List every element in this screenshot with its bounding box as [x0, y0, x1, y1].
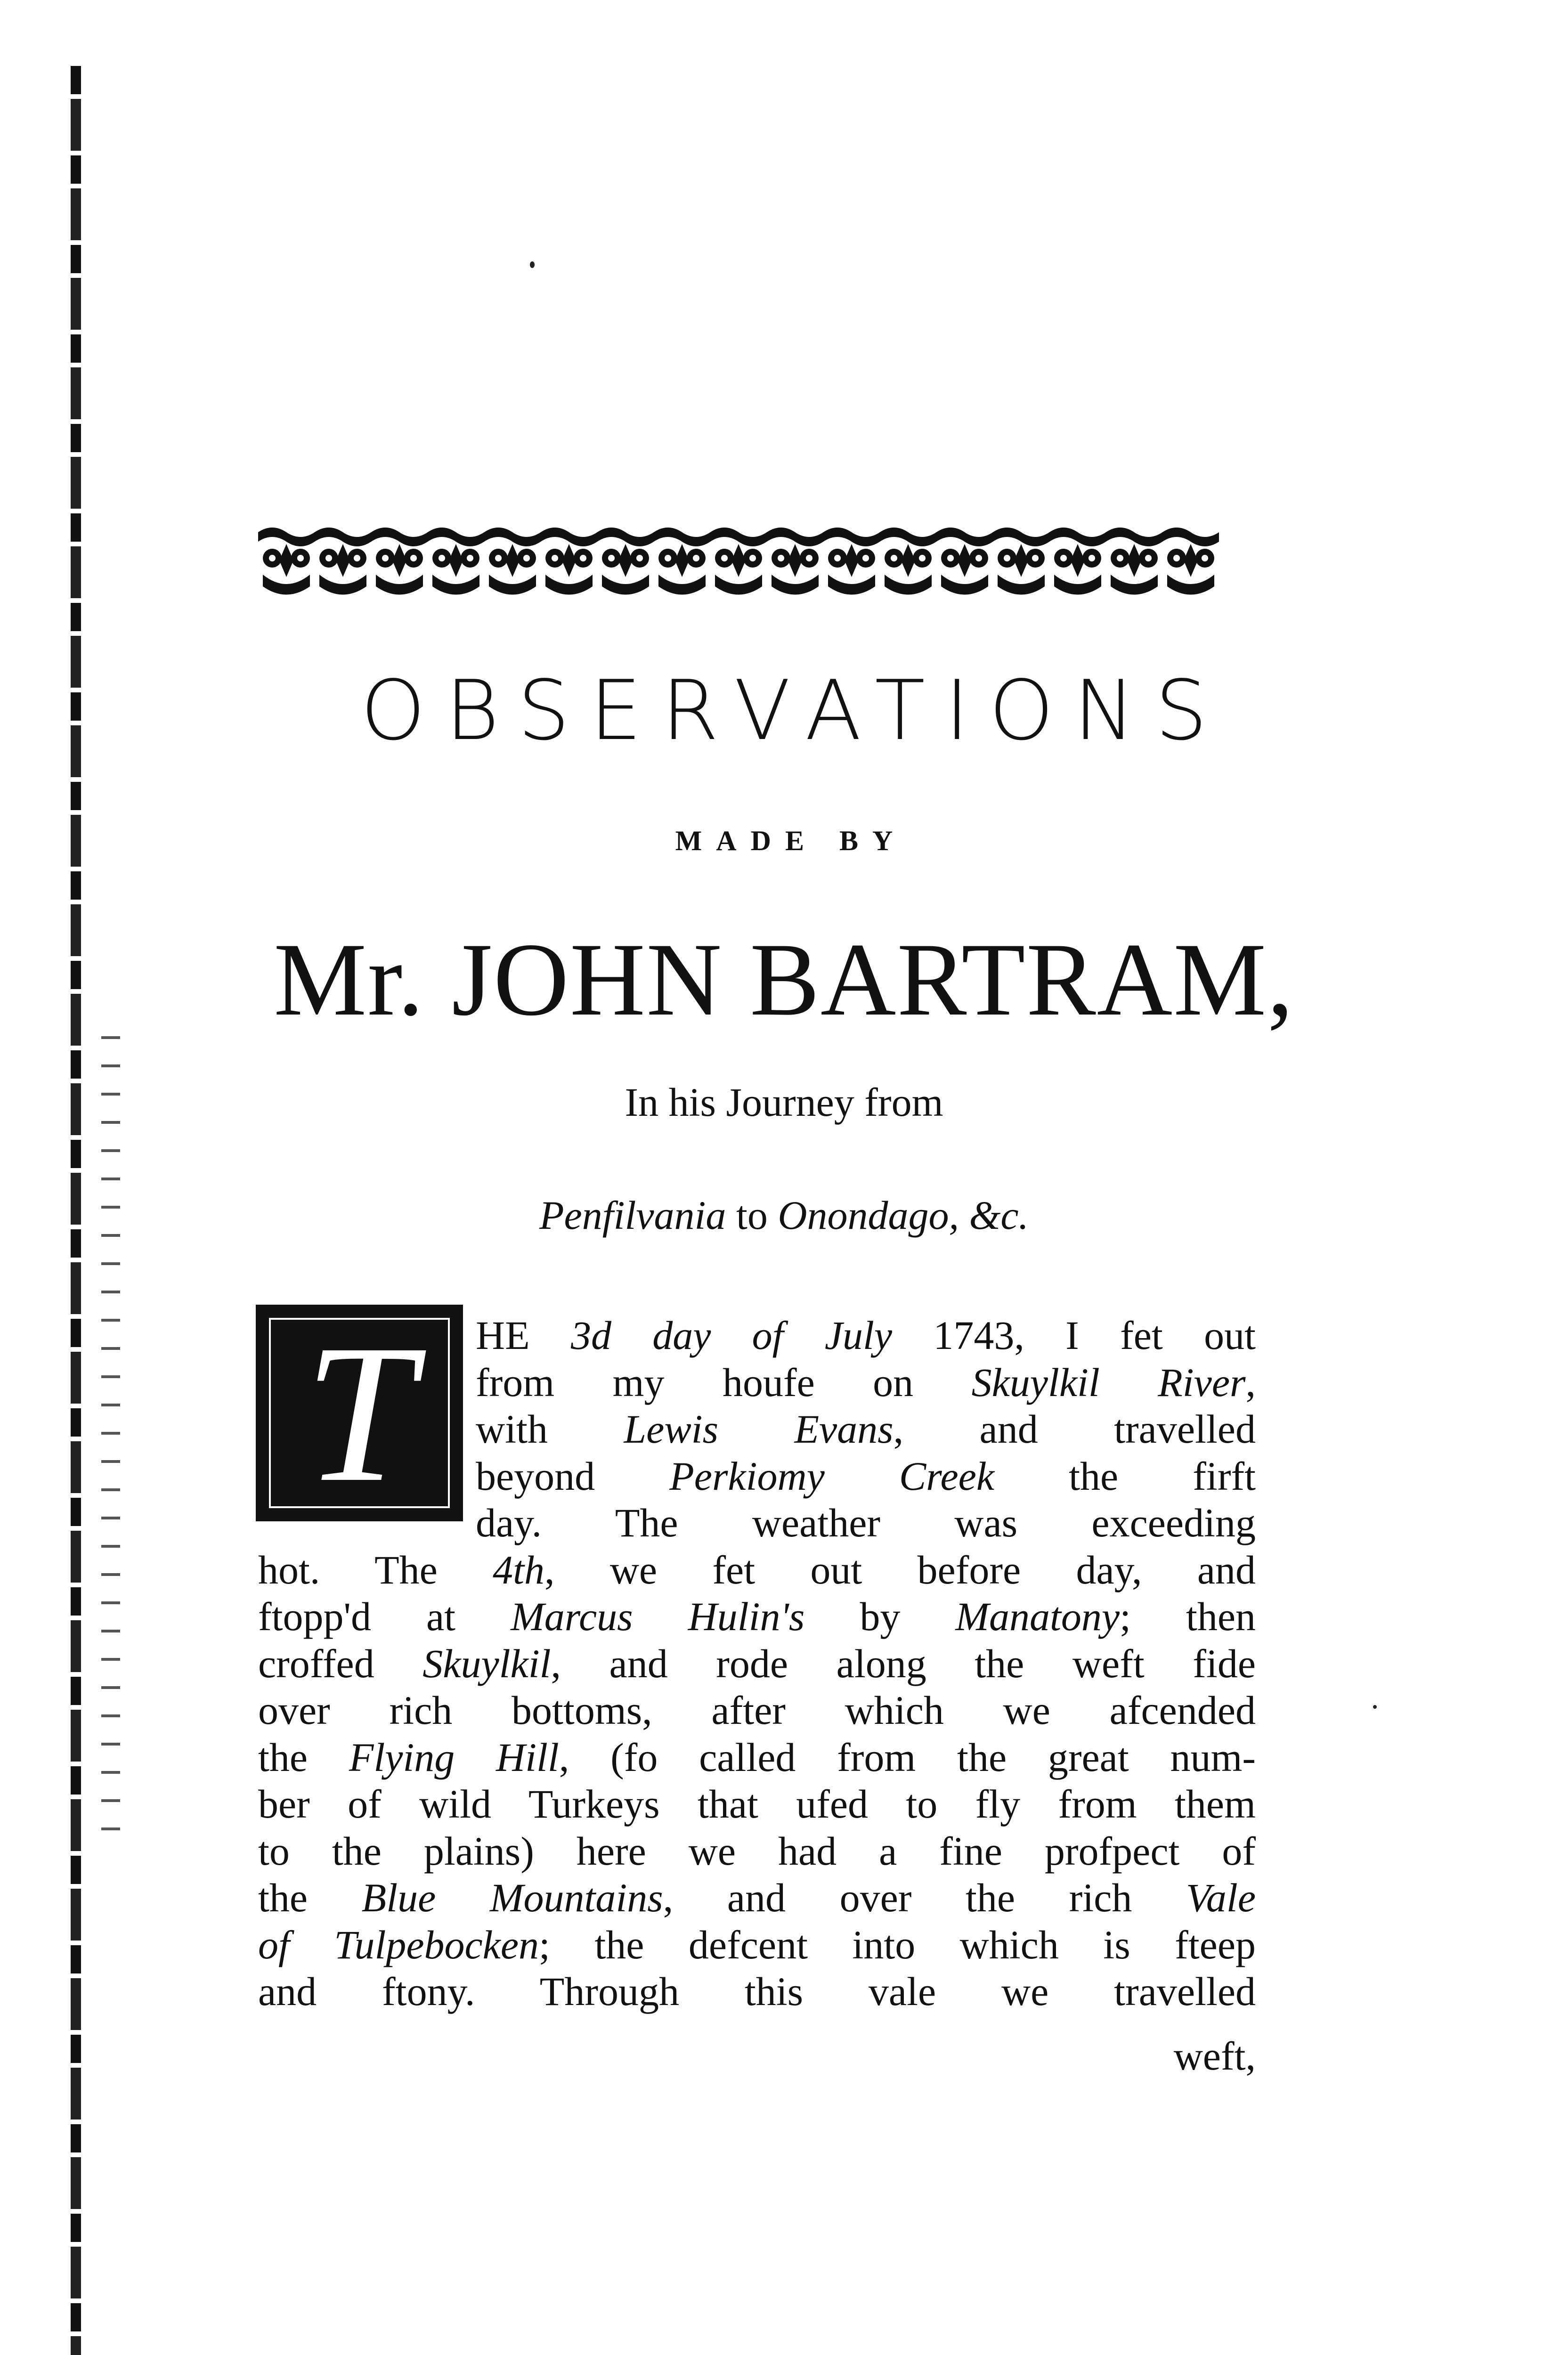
text-run: the firft — [994, 1453, 1256, 1499]
italic-run: Marcus Hulin's — [511, 1594, 805, 1639]
body-line — [258, 1687, 1256, 1734]
body-line — [258, 1780, 1256, 1827]
italic-run: 4th — [493, 1547, 545, 1592]
body-line — [258, 1593, 1256, 1640]
italic-run: Lewis Evans — [624, 1406, 894, 1452]
body-line — [258, 1734, 1256, 1781]
route-from: Penfilvania — [539, 1193, 726, 1238]
text-run: , we fet out before day, and — [544, 1547, 1256, 1592]
body-line — [258, 1546, 1256, 1593]
catchword: weft, — [1173, 2033, 1256, 2079]
drop-cap — [256, 1305, 463, 1521]
italic-run: Perkiomy Creek — [669, 1453, 995, 1499]
body-line — [476, 1499, 1256, 1546]
text-run: ber of wild Turkeys that ufed to fly from them — [258, 1781, 1256, 1827]
italic-run: Blue Mountains — [361, 1875, 663, 1920]
italic-run: Flying Hill — [349, 1734, 559, 1780]
body-line — [258, 1921, 1256, 1968]
body-line — [476, 1312, 1256, 1359]
italic-run: Manatony — [955, 1594, 1120, 1639]
route-to-word: to — [736, 1193, 768, 1238]
text-run: , and over the rich — [663, 1875, 1186, 1920]
text-run: ftopp'd at — [258, 1594, 511, 1639]
text-run: hot. The — [258, 1547, 493, 1592]
body-line — [258, 1827, 1256, 1875]
text-run: , — [1245, 1359, 1256, 1405]
route-to: Onondago, &c. — [778, 1193, 1029, 1238]
italic-run: 3d day of July — [570, 1313, 893, 1358]
text-run: day. The weather was exceeding — [476, 1500, 1256, 1545]
italic-run: Vale — [1186, 1875, 1256, 1920]
text-run: from my houfe on — [476, 1359, 972, 1405]
drop-cap-letter: T — [304, 1304, 414, 1523]
text-run: by — [804, 1594, 956, 1639]
text-run: over rich bottoms, after which we afcended — [258, 1688, 1256, 1733]
text-run: , (fo called from the great num- — [559, 1734, 1256, 1780]
text-run: to the plains) here we had a fine profpect of — [258, 1828, 1256, 1874]
body-line — [476, 1453, 1256, 1500]
text-run: with — [476, 1406, 624, 1452]
ornamental-band — [258, 523, 1219, 596]
text-run: the — [258, 1734, 349, 1780]
text-run: 1743, I fet out — [892, 1313, 1256, 1358]
ink-speck — [530, 261, 535, 268]
journey-line: In his Journey from — [625, 1080, 943, 1125]
text-run: croffed — [258, 1640, 423, 1686]
text-run: ; the defcent into which is fteep — [539, 1922, 1256, 1967]
body-line — [258, 1640, 1256, 1687]
page-title: OBSERVATIONS — [360, 663, 1227, 759]
text-run: and ftony. Through this vale we travelled — [258, 1969, 1256, 2014]
text-run: the — [258, 1875, 362, 1920]
text-run: ; then — [1120, 1594, 1256, 1639]
italic-run: Skuylkil River — [971, 1359, 1246, 1405]
text-run: beyond — [476, 1453, 670, 1499]
body-line — [258, 1874, 1256, 1921]
author-name: Mr. JOHN BARTRAM, — [274, 922, 1294, 1038]
made-by-line: MADE BY — [675, 825, 907, 856]
text-run: HE — [476, 1313, 571, 1358]
body-line — [476, 1405, 1256, 1453]
text-run: , and travelled — [893, 1406, 1256, 1452]
text-run: , and rode along the weft fide — [551, 1640, 1256, 1686]
italic-run: Skuylkil — [422, 1640, 551, 1686]
page-edge-specks — [101, 1036, 120, 1837]
ink-speck — [1373, 1705, 1377, 1709]
body-line — [476, 1359, 1256, 1406]
route-line — [0, 1189, 1568, 1241]
body-line — [258, 1968, 1256, 2015]
italic-run: of Tulpebocken — [258, 1922, 539, 1967]
